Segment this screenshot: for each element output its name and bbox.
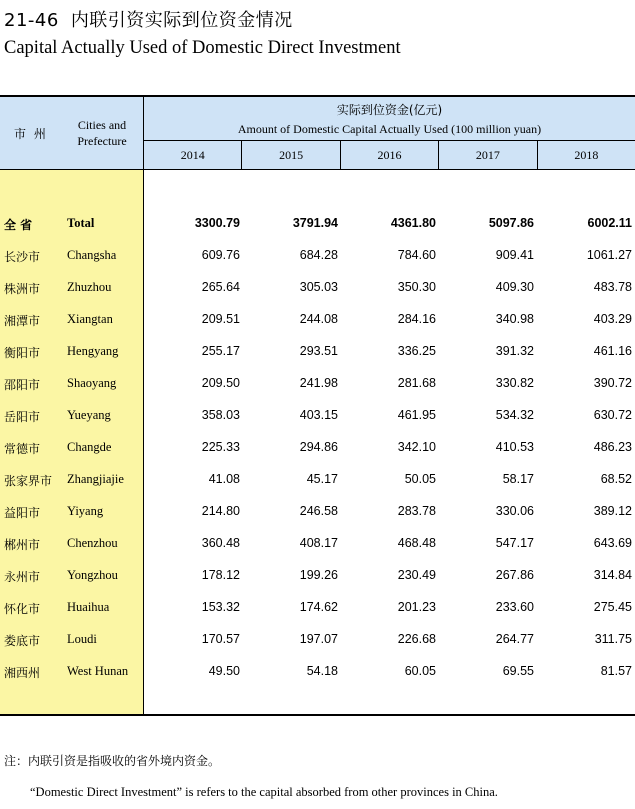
year-header-2016: 2016 <box>341 141 439 169</box>
city-name-cn: 张家界市 <box>4 474 53 488</box>
city-name-en: Total <box>67 216 95 230</box>
city-column-header <box>0 97 144 170</box>
value-cell-2016: 336.25 <box>397 344 436 358</box>
value-cell-2015: 294.86 <box>299 440 338 454</box>
value-cell-2016: 461.95 <box>397 408 436 422</box>
value-cell-2018: 643.69 <box>593 536 632 550</box>
value-cell-2015: 684.28 <box>299 248 338 262</box>
city-name-cn: 常德市 <box>4 442 41 456</box>
value-cell-2014: 225.33 <box>201 440 240 454</box>
city-name-cn: 邵阳市 <box>4 378 41 392</box>
value-cell-2014: 3300.79 <box>194 216 240 230</box>
city-name-en: Changde <box>67 440 112 454</box>
value-cell-2018: 486.23 <box>593 440 632 454</box>
value-cell-2017: 409.30 <box>495 280 534 294</box>
table-title-en: Capital Actually Used of Domestic Direct Investment <box>4 38 401 58</box>
table-number: 21-46 <box>4 10 59 31</box>
value-cell-2016: 60.05 <box>404 664 436 678</box>
city-name-cn: 衡阳市 <box>4 346 41 360</box>
table-row <box>0 597 635 619</box>
table-row <box>0 277 635 299</box>
table-row <box>0 661 635 683</box>
value-cell-2018: 461.16 <box>593 344 632 358</box>
value-cell-2015: 197.07 <box>299 632 338 646</box>
value-cell-2015: 408.17 <box>299 536 338 550</box>
value-cell-2015: 45.17 <box>306 472 338 486</box>
value-cell-2015: 403.15 <box>299 408 338 422</box>
value-cell-2017: 909.41 <box>495 248 534 262</box>
city-name-cn: 岳阳市 <box>4 410 41 424</box>
city-name-en: Zhuzhou <box>67 280 112 294</box>
value-cell-2018: 311.75 <box>594 632 632 646</box>
value-cell-2016: 230.49 <box>397 568 436 582</box>
value-cell-2015: 54.18 <box>306 664 338 678</box>
value-cell-2018: 403.29 <box>593 312 632 326</box>
city-name-cn: 益阳市 <box>4 506 41 520</box>
value-cell-2017: 330.06 <box>495 504 534 518</box>
value-cell-2017: 267.86 <box>495 568 534 582</box>
value-cell-2015: 305.03 <box>299 280 338 294</box>
value-cell-2017: 233.60 <box>495 600 534 614</box>
value-cell-2016: 226.68 <box>397 632 436 646</box>
amount-header <box>144 97 635 141</box>
value-cell-2016: 284.16 <box>397 312 436 326</box>
value-cell-2014: 209.50 <box>201 376 240 390</box>
value-cell-2015: 246.58 <box>299 504 338 518</box>
table-row <box>0 629 635 651</box>
value-cell-2017: 264.77 <box>495 632 534 646</box>
table-row <box>0 565 635 587</box>
value-cell-2016: 50.05 <box>404 472 436 486</box>
city-name-en: Loudi <box>67 632 97 646</box>
city-name-cn: 湘西州 <box>4 666 41 680</box>
value-cell-2018: 483.78 <box>593 280 632 294</box>
footnote-en: “Domestic Direct Investment” is refers to the capital absorbed from other provinces in China. <box>30 785 498 799</box>
value-cell-2015: 244.08 <box>299 312 338 326</box>
value-cell-2018: 314.84 <box>593 568 632 582</box>
city-name-en: Yiyang <box>67 504 104 518</box>
table-row <box>0 469 635 491</box>
city-name-en: Changsha <box>67 248 117 262</box>
value-cell-2018: 390.72 <box>593 376 632 390</box>
value-cell-2018: 275.45 <box>593 600 632 614</box>
table-row <box>0 405 635 427</box>
value-cell-2014: 360.48 <box>201 536 240 550</box>
city-name-en: Huaihua <box>67 600 110 614</box>
value-cell-2017: 5097.86 <box>488 216 534 230</box>
city-name-en: Chenzhou <box>67 536 118 550</box>
amount-header-cn: 实际到位资金(亿元) <box>336 103 443 117</box>
value-cell-2016: 201.23 <box>397 600 436 614</box>
value-cell-2015: 241.98 <box>299 376 338 390</box>
city-name-en: Hengyang <box>67 344 119 358</box>
year-header-row <box>144 141 635 170</box>
value-cell-2017: 340.98 <box>495 312 534 326</box>
value-cell-2018: 389.12 <box>593 504 632 518</box>
city-name-en: Yongzhou <box>67 568 118 582</box>
value-cell-2016: 468.48 <box>397 536 436 550</box>
amount-header-en: Amount of Domestic Capital Actually Used (100 million yuan) <box>237 122 542 136</box>
city-name-cn: 全 省 <box>4 218 33 232</box>
title-cn-text: 内联引资实际到位资金情况 <box>70 10 293 31</box>
city-name-cn: 娄底市 <box>4 634 41 648</box>
city-name-en: West Hunan <box>67 664 129 678</box>
city-name-cn: 长沙市 <box>4 250 41 264</box>
city-name-cn: 永州市 <box>4 570 41 584</box>
value-cell-2014: 49.50 <box>208 664 240 678</box>
city-name-cn: 株洲市 <box>4 282 41 296</box>
value-cell-2018: 68.52 <box>600 472 632 486</box>
total-row <box>0 213 635 235</box>
year-header-2015: 2015 <box>242 141 340 169</box>
table-row <box>0 245 635 267</box>
value-cell-2014: 214.80 <box>201 504 240 518</box>
city-name-cn: 怀化市 <box>4 602 41 616</box>
year-header-2017: 2017 <box>439 141 537 169</box>
value-cell-2017: 391.32 <box>495 344 534 358</box>
city-name-cn: 郴州市 <box>4 538 41 552</box>
table-row <box>0 373 635 395</box>
value-cell-2014: 255.17 <box>201 344 240 358</box>
city-name-en: Yueyang <box>67 408 111 422</box>
value-cell-2014: 41.08 <box>208 472 240 486</box>
value-cell-2017: 330.82 <box>495 376 534 390</box>
value-cell-2017: 534.32 <box>495 408 534 422</box>
value-cell-2017: 547.17 <box>495 536 534 550</box>
year-header-2014: 2014 <box>144 141 242 169</box>
value-cell-2018: 81.57 <box>600 664 632 678</box>
value-cell-2016: 784.60 <box>397 248 436 262</box>
city-header-cn: 市 州 <box>14 127 48 141</box>
table-title-cn <box>4 6 293 32</box>
table-row <box>0 501 635 523</box>
table-row <box>0 437 635 459</box>
table-row <box>0 533 635 555</box>
table-row <box>0 341 635 363</box>
table-row <box>0 309 635 331</box>
value-cell-2015: 3791.94 <box>292 216 338 230</box>
value-cell-2015: 293.51 <box>299 344 338 358</box>
city-name-cn: 湘潭市 <box>4 314 41 328</box>
value-cell-2017: 58.17 <box>502 472 534 486</box>
value-cell-2018: 6002.11 <box>587 216 632 230</box>
value-cell-2018: 1061.27 <box>586 248 632 262</box>
value-cell-2015: 174.62 <box>299 600 338 614</box>
value-cell-2016: 350.30 <box>397 280 436 294</box>
value-cell-2014: 153.32 <box>201 600 240 614</box>
data-table <box>0 95 635 716</box>
value-cell-2014: 170.57 <box>201 632 240 646</box>
city-name-en: Shaoyang <box>67 376 117 390</box>
value-cell-2014: 178.12 <box>201 568 240 582</box>
value-cell-2016: 281.68 <box>397 376 436 390</box>
value-cell-2014: 358.03 <box>201 408 240 422</box>
value-cell-2014: 265.64 <box>201 280 240 294</box>
city-header-en: Cities and Prefecture <box>77 118 127 148</box>
value-cell-2016: 4361.80 <box>390 216 436 230</box>
value-cell-2016: 342.10 <box>397 440 436 454</box>
value-cell-2014: 609.76 <box>201 248 240 262</box>
value-cell-2016: 283.78 <box>397 504 436 518</box>
value-cell-2015: 199.26 <box>299 568 338 582</box>
value-cell-2014: 209.51 <box>201 312 240 326</box>
city-name-en: Zhangjiajie <box>67 472 124 486</box>
value-cell-2017: 410.53 <box>495 440 534 454</box>
city-name-en: Xiangtan <box>67 312 113 326</box>
year-header-2018: 2018 <box>574 148 599 162</box>
value-cell-2017: 69.55 <box>502 664 534 678</box>
value-cell-2018: 630.72 <box>593 408 632 422</box>
footnote-cn: 注：内联引资是指吸收的省外境内资金。 <box>4 754 221 768</box>
